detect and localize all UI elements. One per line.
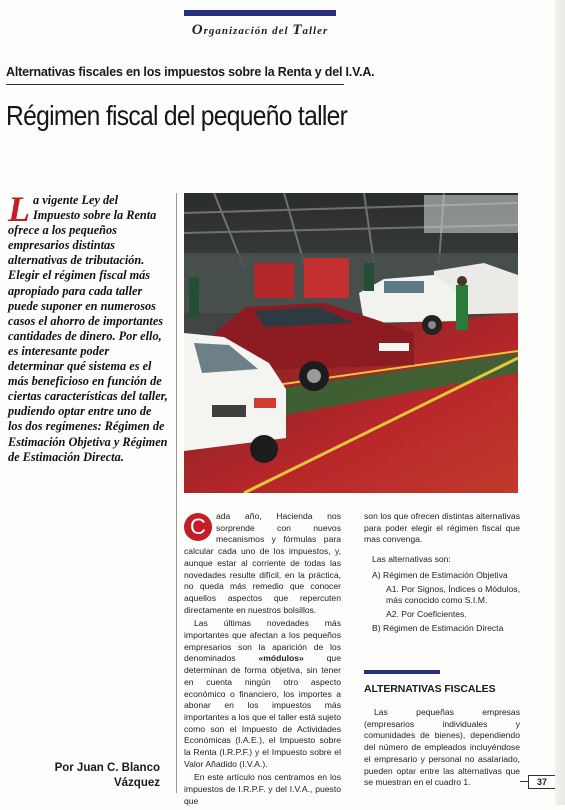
body-column-2-continued bbox=[364, 707, 520, 791]
headline: Régimen fiscal del pequeño taller bbox=[6, 100, 348, 131]
alternatives-list bbox=[364, 570, 520, 635]
body-column-2 bbox=[364, 511, 520, 636]
body-paragraph-2: Las últimas novedades más importantes que afectan a los pequeños empresarios son la aparición de los denominados «módulos» que determinan de forma objetiva, sin tener en cuenta ningún otro aspecto económico o financiero, los importes a abonar en los impuestos más importantes a los que el taller está sujeto como son el Impuesto de Actividades Económicas (I.A.E.), el Impuesto sobre la Renta (I.R.P.F.) y el Impuesto sobre el Valor Añadido (I.V.A.). bbox=[184, 618, 341, 769]
kicker-rule bbox=[6, 84, 344, 85]
list-item: A2. Por Coeficientes. bbox=[386, 608, 467, 619]
section-title: Organización del Taller bbox=[191, 22, 329, 38]
subhead-bar bbox=[364, 670, 440, 674]
body-paragraph-5: Las pequeñas empresas (empresarios individuales y comunidades de bienes), dependiendo del número de empleados incluyéndose el empresario y personal no asalariado, pueden optar entre las alternativas que se muestran en el cuadro 1. bbox=[364, 707, 520, 788]
workshop-photo bbox=[184, 193, 518, 493]
body-paragraph-4: son los que ofrecen distintas alternativas para poder elegir el régimen fiscal que mas convenga. bbox=[364, 511, 520, 545]
byline-line1: Por Juan C. Blanco bbox=[54, 762, 160, 774]
lead-text: a vigente Ley del Impuesto sobre la Renta ofrece a los pequeños empresarios distintas alternativas de tributación. Elegir el régimen fiscal más apropiado para cada taller puede suponer en numerosos casos el ahorro de importantes cantidades de dinero. Por ello, es interesante poder determinar qué sistema es el más beneficioso en función de ciertas características del taller, pudiendo optar entre uno de los dos regímenes: Régimen de Estimación Objetiva y Régimen de Estimación Directa. bbox=[8, 193, 168, 464]
byline bbox=[40, 761, 160, 791]
list-item: B) Régimen de Estimación Directa bbox=[372, 622, 504, 633]
body-column-1 bbox=[184, 511, 341, 810]
list-item: A1. Por Signos, Índices o Módulos, más conocido como S.I.M. bbox=[386, 583, 520, 606]
subhead: ALTERNATIVAS FISCALES bbox=[364, 683, 496, 695]
lead-paragraph bbox=[8, 189, 168, 465]
page-number: 37 bbox=[528, 775, 556, 789]
lead-dropcap: L bbox=[8, 189, 30, 229]
alternatives-label: Las alternativas son: bbox=[372, 554, 451, 565]
section-header-bar bbox=[184, 10, 336, 16]
page-edge bbox=[555, 0, 565, 805]
kicker: Alternativas fiscales en los impuestos sobre la Renta y del I.V.A. bbox=[6, 65, 375, 79]
page-number-rule bbox=[520, 781, 528, 782]
list-item: A) Régimen de Estimación Objetiva bbox=[372, 569, 508, 580]
body-paragraph-1: C ada año, Hacienda nos sorprende con nuevos mecanismos y fórmulas para calcular cada uno de los impuestos, y, aunque estar al corriente de todas las novedades resulte difícil, en la práctica, no queda más remedio que conocer aquellos aspectos que repercuten directamente en nuestros bolsillos. bbox=[184, 511, 341, 615]
byline-line2: Vázquez bbox=[113, 777, 160, 789]
section-header bbox=[184, 10, 336, 40]
column-divider bbox=[176, 193, 177, 793]
body-paragraph-3: En este artículo nos centramos en los impuestos de I.R.P.F. y del I.V.A., puesto que bbox=[184, 772, 341, 806]
body-dropcap: C bbox=[184, 513, 212, 541]
